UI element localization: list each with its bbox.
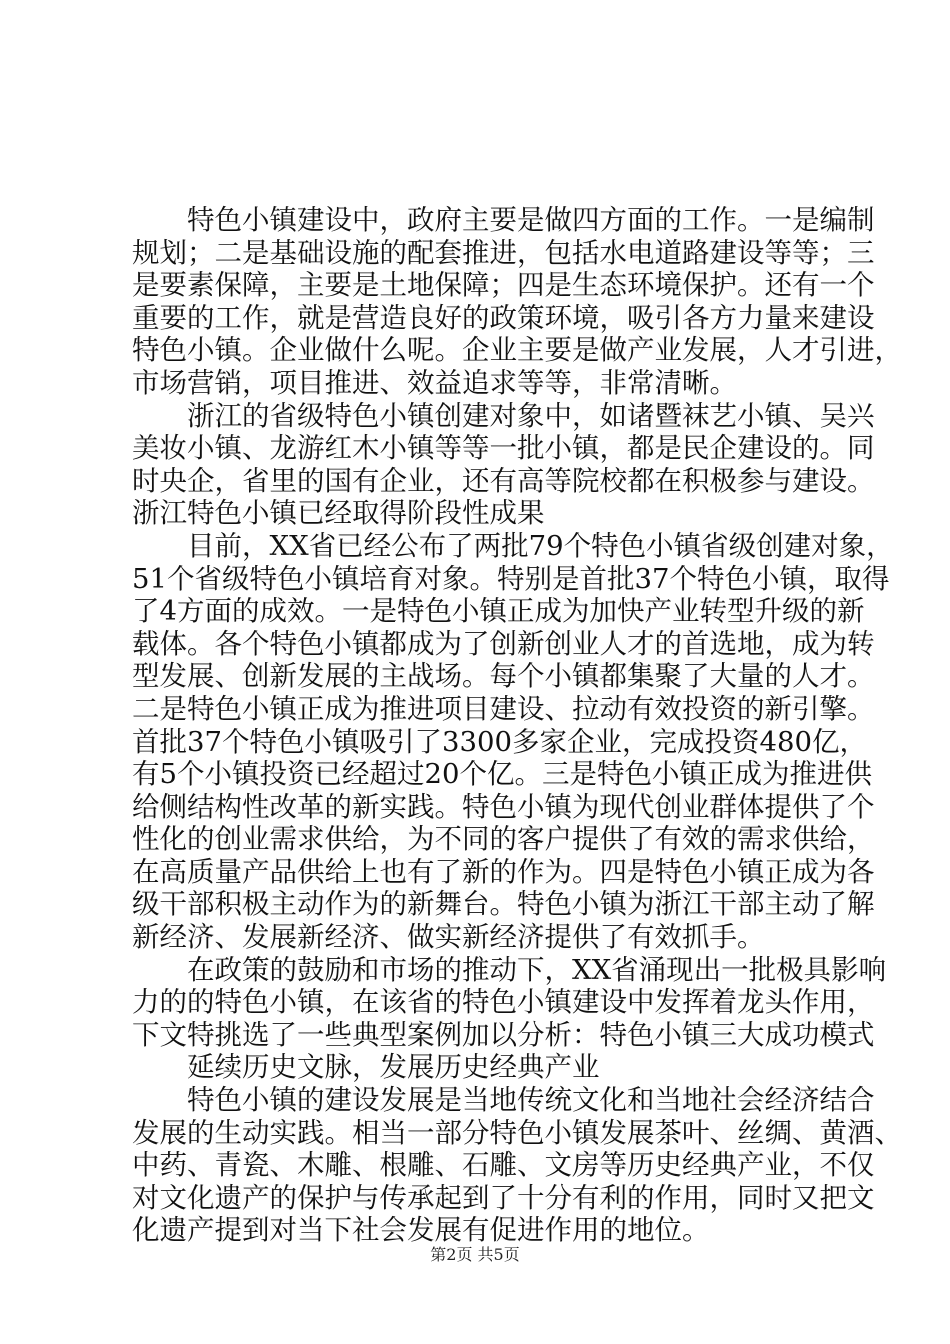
text-line: 型发展、创新发展的主战场。每个小镇都集聚了大量的人才。 [132, 660, 875, 693]
section-subheading: 延续历史文脉，发展历史经典产业 [187, 1051, 600, 1084]
text-line: 了4方面的成效。一是特色小镇正成为加快产业转型升级的新 [132, 595, 865, 628]
text-line: 规划；二是基础设施的配套推进，包括水电道路建设等等；三 [132, 236, 875, 269]
paragraph [132, 204, 902, 400]
text-line: 在高质量产品供给上也有了新的作为。四是特色小镇正成为各 [132, 855, 875, 888]
text-line: 目前，XX省已经公布了两批79个特色小镇省级创建对象， [187, 529, 894, 562]
paragraph [132, 529, 894, 954]
text-line: 特色小镇的建设发展是当地传统文化和当地社会经济结合 [187, 1084, 875, 1117]
text-line: 特色小镇。企业做什么呢。企业主要是做产业发展，人才引进， [132, 334, 902, 367]
text-line: 载体。各个特色小镇都成为了创新创业人才的首选地，成为转 [132, 627, 875, 660]
text-line: 特色小镇建设中，政府主要是做四方面的工作。一是编制 [187, 204, 875, 236]
page-footer [0, 1245, 950, 1265]
text-line: 新经济、发展新经济、做实新经济提供了有效抓手。 [132, 921, 765, 954]
text-line: 是要素保障，主要是土地保障；四是生态环境保护。还有一个 [132, 269, 875, 302]
paragraph [132, 1084, 902, 1247]
text-line: 级干部积极主动作为的新舞台。特色小镇为浙江干部主动了解 [132, 888, 875, 921]
text-line: 给侧结构性改革的新实践。特色小镇为现代创业群体提供了个 [132, 790, 875, 823]
paragraph [132, 1051, 828, 1084]
text-line: 中药、青瓷、木雕、根雕、石雕、文房等历史经典产业，不仅 [132, 1149, 875, 1182]
text-line: 重要的工作，就是营造良好的政策环境，吸引各方力量来建设 [132, 301, 875, 334]
text-line: 下文特挑选了一些典型案例加以分析：特色小镇三大成功模式 [132, 1018, 875, 1051]
section-heading: 浙江特色小镇已经取得阶段性成果 [132, 497, 545, 530]
text-line: 在政策的鼓励和市场的推动下，XX省涌现出一批极具影响 [187, 953, 887, 986]
text-line: 发展的生动实践。相当一部分特色小镇发展茶叶、丝绸、黄酒、 [132, 1116, 902, 1149]
text-line: 首批37个特色小镇吸引了3300多家企业，完成投资480亿， [132, 725, 867, 758]
page-number: 第2页 共5页 [430, 1245, 520, 1264]
text-line: 美妆小镇、龙游红木小镇等等一批小镇，都是民企建设的。同 [132, 432, 875, 465]
text-line: 51个省级特色小镇培育对象。特别是首批37个特色小镇，取得 [132, 562, 890, 595]
document-body [132, 204, 902, 1247]
text-line: 时央企，省里的国有企业，还有高等院校都在积极参与建设。 [132, 464, 875, 497]
text-line: 化遗产提到对当下社会发展有促进作用的地位。 [132, 1214, 710, 1247]
text-line: 有5个小镇投资已经超过20个亿。三是特色小镇正成为推进供 [132, 758, 872, 791]
text-line: 市场营销，项目推进、效益追求等等，非常清晰。 [132, 366, 737, 399]
text-line: 力的的特色小镇，在该省的特色小镇建设中发挥着龙头作用， [132, 986, 875, 1019]
text-line: 浙江的省级特色小镇创建对象中，如诸暨袜艺小镇、吴兴 [187, 399, 875, 432]
paragraph [132, 399, 875, 530]
paragraph [132, 953, 887, 1052]
text-line: 二是特色小镇正成为推进项目建设、拉动有效投资的新引擎。 [132, 692, 875, 725]
text-line: 对文化遗产的保护与传承起到了十分有利的作用，同时又把文 [132, 1181, 875, 1214]
text-line: 性化的创业需求供给，为不同的客户提供了有效的需求供给， [132, 823, 875, 856]
